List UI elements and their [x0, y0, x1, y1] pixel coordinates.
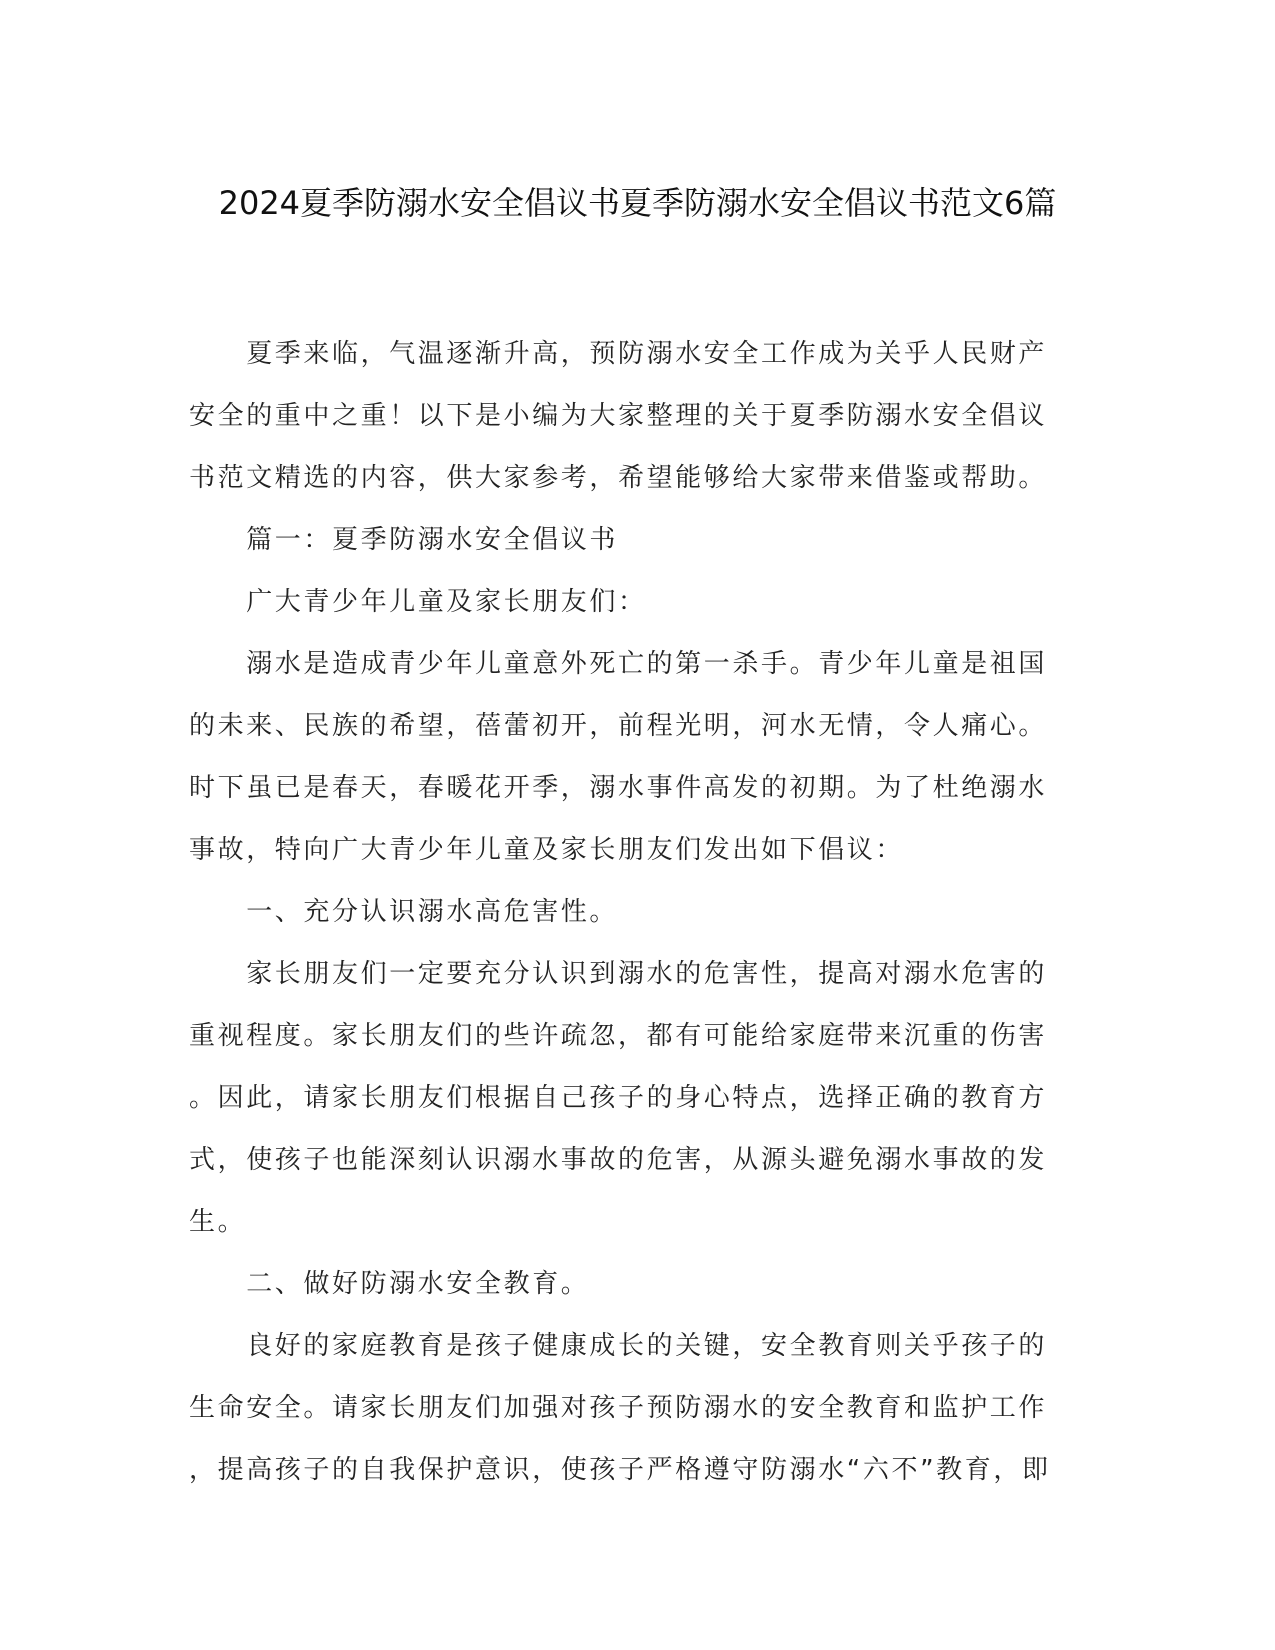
paragraph	[189, 881, 1089, 943]
text-line: 。因此，请家长朋友们根据自己孩子的身心特点，选择正确的教育方	[189, 1083, 1048, 1113]
document-title: 2024夏季防溺水安全倡议书夏季防溺水安全倡议书范文6篇	[218, 184, 1057, 222]
text-line: 二、做好防溺水安全教育。	[189, 1269, 590, 1299]
text-line: 的未来、民族的希望，蓓蕾初开，前程光明，河水无情，令人痛心。	[189, 711, 1048, 741]
text-line: 时下虽已是春天，春暖花开季，溺水事件高发的初期。为了杜绝溺水	[189, 773, 1048, 803]
text-line: 事故，特向广大青少年儿童及家长朋友们发出如下倡议：	[189, 835, 905, 865]
text-line: 溺水是造成青少年儿童意外死亡的第一杀手。青少年儿童是祖国	[189, 649, 1048, 679]
text-line: 安全的重中之重！以下是小编为大家整理的关于夏季防溺水安全倡议	[189, 401, 1048, 431]
text-line: 生命安全。请家长朋友们加强对孩子预防溺水的安全教育和监护工作	[189, 1393, 1048, 1423]
paragraph	[189, 571, 1089, 633]
paragraph	[189, 943, 1089, 1253]
text-line: 书范文精选的内容，供大家参考，希望能够给大家带来借鉴或帮助。	[189, 463, 1048, 493]
text-line: 重视程度。家长朋友们的些许疏忽，都有可能给家庭带来沉重的伤害	[189, 1021, 1048, 1051]
text-line: 篇一：夏季防溺水安全倡议书	[189, 525, 619, 555]
text-line: 良好的家庭教育是孩子健康成长的关键，安全教育则关乎孩子的	[189, 1331, 1048, 1361]
text-line: 家长朋友们一定要充分认识到溺水的危害性，提高对溺水危害的	[189, 959, 1048, 989]
document-body	[189, 323, 1089, 1501]
paragraph	[189, 509, 1089, 571]
text-line: 式，使孩子也能深刻认识溺水事故的危害，从源头避免溺水事故的发	[189, 1145, 1048, 1175]
paragraph	[189, 633, 1089, 881]
text-line: ，提高孩子的自我保护意识，使孩子严格遵守防溺水“六不”教育，即	[189, 1455, 1051, 1485]
paragraph	[189, 1253, 1089, 1315]
paragraph	[189, 323, 1089, 509]
text-line: 一、充分认识溺水高危害性。	[189, 897, 619, 927]
text-line: 广大青少年儿童及家长朋友们：	[189, 587, 647, 617]
text-line: 生。	[189, 1207, 247, 1237]
paragraph	[189, 1315, 1089, 1501]
text-line: 夏季来临，气温逐渐升高，预防溺水安全工作成为关乎人民财产	[189, 339, 1048, 369]
